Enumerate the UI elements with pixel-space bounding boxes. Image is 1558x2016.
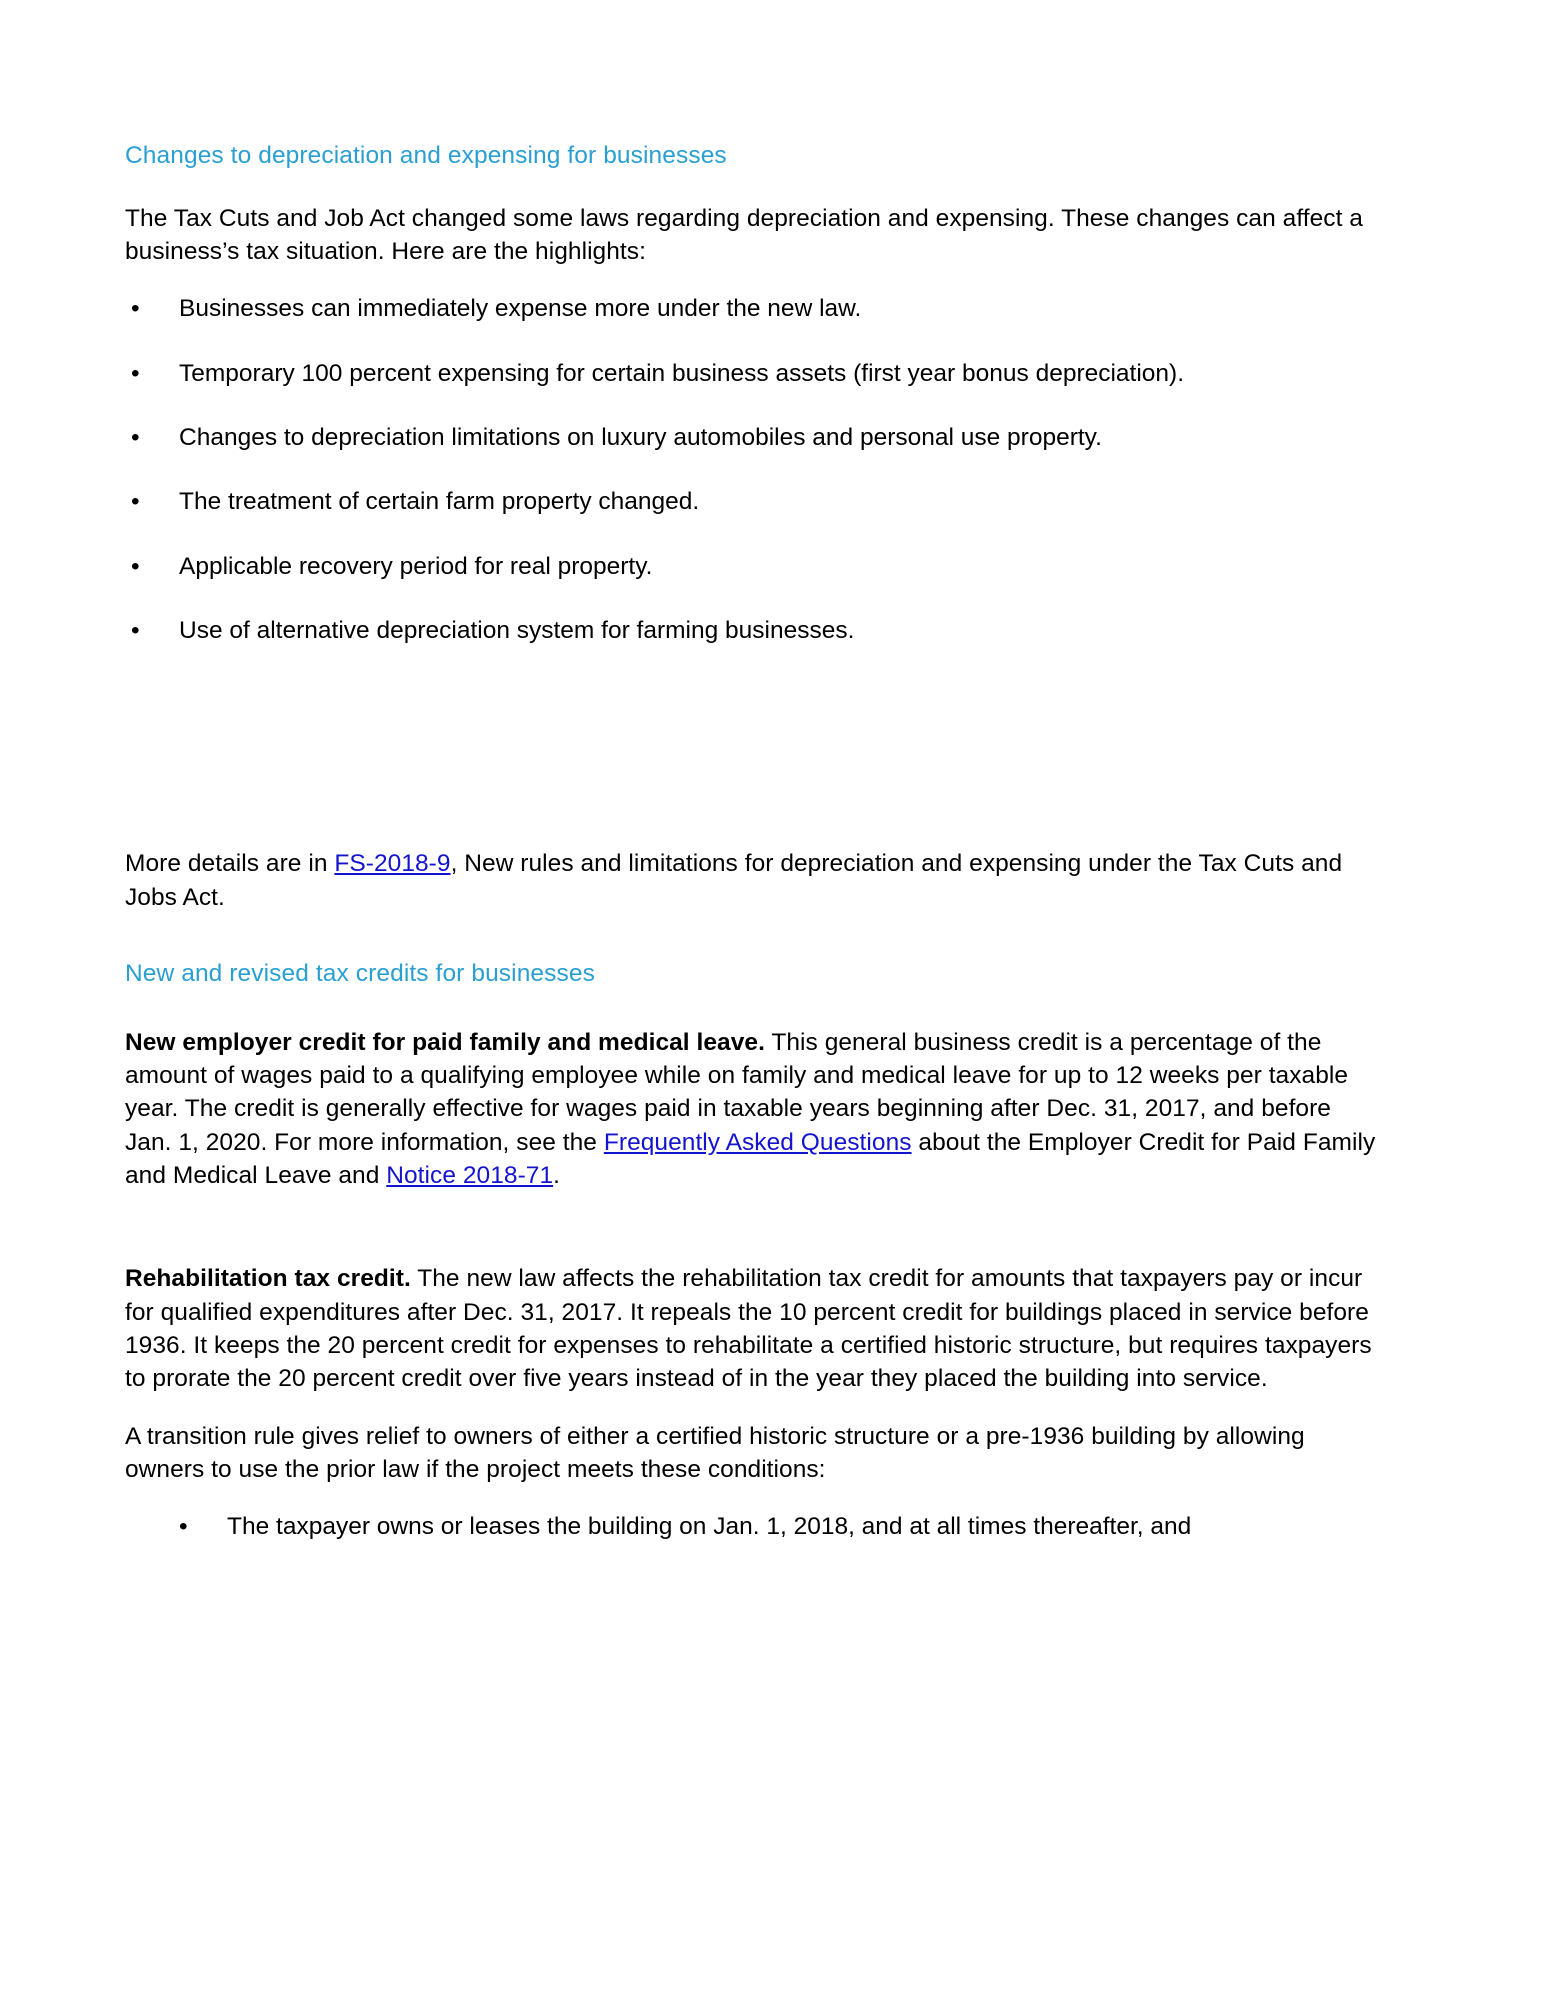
list-item-label: Applicable recovery period for real property. [179, 552, 653, 580]
paid-leave-text-3: . [553, 1162, 560, 1190]
list-item-label: Changes to depreciation limitations on luxury automobiles and personal use property. [179, 424, 1102, 452]
section-heading-tax-credits: New and revised tax credits for businesses [125, 959, 595, 987]
transition-conditions-list [125, 1510, 1380, 1543]
bullet-icon: • [131, 359, 140, 387]
list-item [125, 292, 1380, 325]
link-fs-2018-9[interactable]: FS-2018-9 [334, 850, 451, 878]
list-item-label: Temporary 100 percent expensing for certain business assets (first year bonus depreciation). [179, 359, 1185, 387]
bullet-icon: • [131, 295, 140, 323]
more-details-paragraph [125, 847, 1380, 914]
transition-rule-paragraph: A transition rule gives relief to owners of either a certified historic structure or a pre-1936 building by allowing owners to use the prior law if the project meets these conditions: [125, 1422, 1305, 1483]
list-item [125, 550, 1380, 583]
list-item-label: Use of alternative depreciation system for farming businesses. [179, 617, 855, 645]
bullet-icon: • [131, 617, 140, 645]
bullet-icon: • [131, 552, 140, 580]
paid-leave-paragraph [125, 1026, 1380, 1193]
bullet-icon: • [131, 424, 140, 452]
rehabilitation-lead-in: Rehabilitation tax credit. [125, 1265, 411, 1293]
list-item [125, 421, 1380, 454]
link-frequently-asked-questions[interactable]: Frequently Asked Questions [603, 1128, 912, 1156]
more-details-prefix: More details are in [125, 850, 335, 878]
list-item-label: Businesses can immediately expense more under the new law. [179, 295, 862, 323]
document-content [125, 140, 1380, 1544]
rehabilitation-text: The new law affects the rehabilitation tax credit for amounts that taxpayers pay or incur for qualified expenditures after Dec. 31, 2017. It repeals the 10 percent credit for buildings placed in service before 1936. It keeps the 20 percent credit for expenses to rehabilitate a certified historic structure, but requires taxpayers to prorate the 20 percent credit over five years instead of in the year they placed the building into service. [125, 1265, 1372, 1393]
link-notice-2018-71[interactable]: Notice 2018-71 [386, 1162, 554, 1190]
rehabilitation-paragraph [125, 1262, 1380, 1395]
paid-leave-text-2: about the Employer Credit for Paid Family and Medical Leave and [125, 1128, 1376, 1190]
list-item [125, 485, 1380, 518]
intro-paragraph-depreciation: The Tax Cuts and Job Act changed some laws regarding depreciation and expensing. These changes can affect a business’s tax situation. Here are the highlights: [125, 204, 1363, 266]
list-item [125, 614, 1380, 647]
list-item [125, 357, 1380, 390]
paid-leave-text-1: This general business credit is a percentage of the amount of wages paid to a qualifying employee while on family and medical leave for up to 12 weeks per taxable year. The credit is generally effective for wages paid in taxable years beginning after Dec. 31, 2017, and before Jan. 1, 2020. For more information, see the [125, 1028, 1349, 1156]
bullet-icon: • [179, 1513, 188, 1541]
more-details-suffix: , New rules and limitations for depreciation and expensing under the Tax Cuts and Jobs Act. [125, 850, 1343, 911]
paid-leave-lead-in: New employer credit for paid family and medical leave. [125, 1028, 765, 1056]
section-heading-depreciation: Changes to depreciation and expensing for businesses [125, 142, 727, 169]
list-item [173, 1510, 1380, 1543]
list-item-label: The taxpayer owns or leases the building on Jan. 1, 2018, and at all times thereafter, and [227, 1513, 1192, 1541]
depreciation-highlights-list [125, 292, 1380, 647]
bullet-icon: • [131, 488, 140, 516]
list-item-label: The treatment of certain farm property changed. [179, 488, 700, 516]
